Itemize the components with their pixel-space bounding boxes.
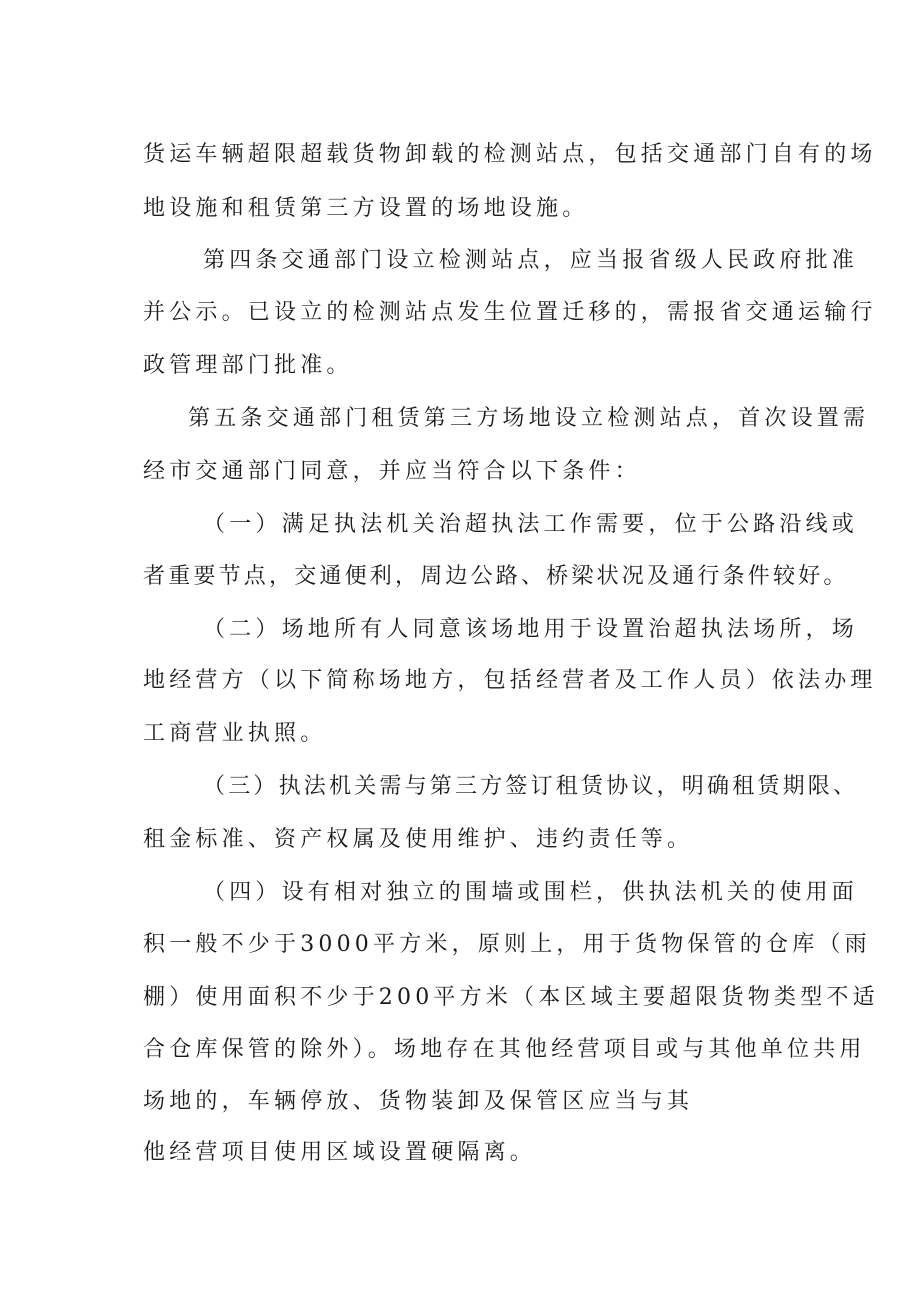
text-line: 场地的，车辆停放、货物装卸及保管区应当与其: [143, 1089, 694, 1114]
text-line: 者重要节点，交通便利，周边公路、桥梁状况及通行条件较好。: [143, 564, 849, 589]
text-line: 并公示。已设立的检测站点发生位置迁移的，需报省交通运输行: [143, 300, 877, 325]
text-line: 合仓库保管的除外）。场地存在其他经营项目或与其他单位共用: [143, 1037, 866, 1062]
text-line: 地设施和租赁第三方设置的场地设施。: [143, 196, 589, 221]
text-line: 积一般不少于3000平方米，原则上，用于货物保管的仓库（雨: [143, 932, 871, 957]
text-line: 经市交通部门同意，并应当符合以下条件：: [143, 459, 641, 484]
text-line: （二）场地所有人同意该场地用于设置治超执法场所，场: [203, 617, 859, 642]
text-line: （一）满足执法机关治超执法工作需要，位于公路沿线或: [203, 512, 859, 537]
text-line: （三）执法机关需与第三方签订租赁协议，明确租赁期限、: [203, 774, 859, 799]
text-line: 第五条交通部门租赁第三方场地设立检测站点，首次设置需: [188, 406, 870, 431]
text-line: 地经营方（以下简称场地方，包括经营者及工作人员）依法办理: [143, 668, 877, 693]
text-line: 他经营项目使用区域设置硬隔离。: [143, 1140, 537, 1165]
text-line: 工商营业执照。: [143, 721, 327, 746]
text-line: 货运车辆超限超载货物卸载的检测站点，包括交通部门自有的场: [143, 142, 877, 167]
text-line: 第四条交通部门设立检测站点，应当报省级人民政府批准: [203, 248, 859, 273]
text-line: （四）设有相对独立的围墙或围栏，供执法机关的使用面: [203, 880, 859, 905]
text-line: 租金标准、资产权属及使用维护、违约责任等。: [143, 827, 694, 852]
text-line: 棚）使用面积不少于200平方米（本区域主要超限货物类型不适: [143, 985, 879, 1010]
text-line: 政管理部门批准。: [143, 353, 353, 378]
